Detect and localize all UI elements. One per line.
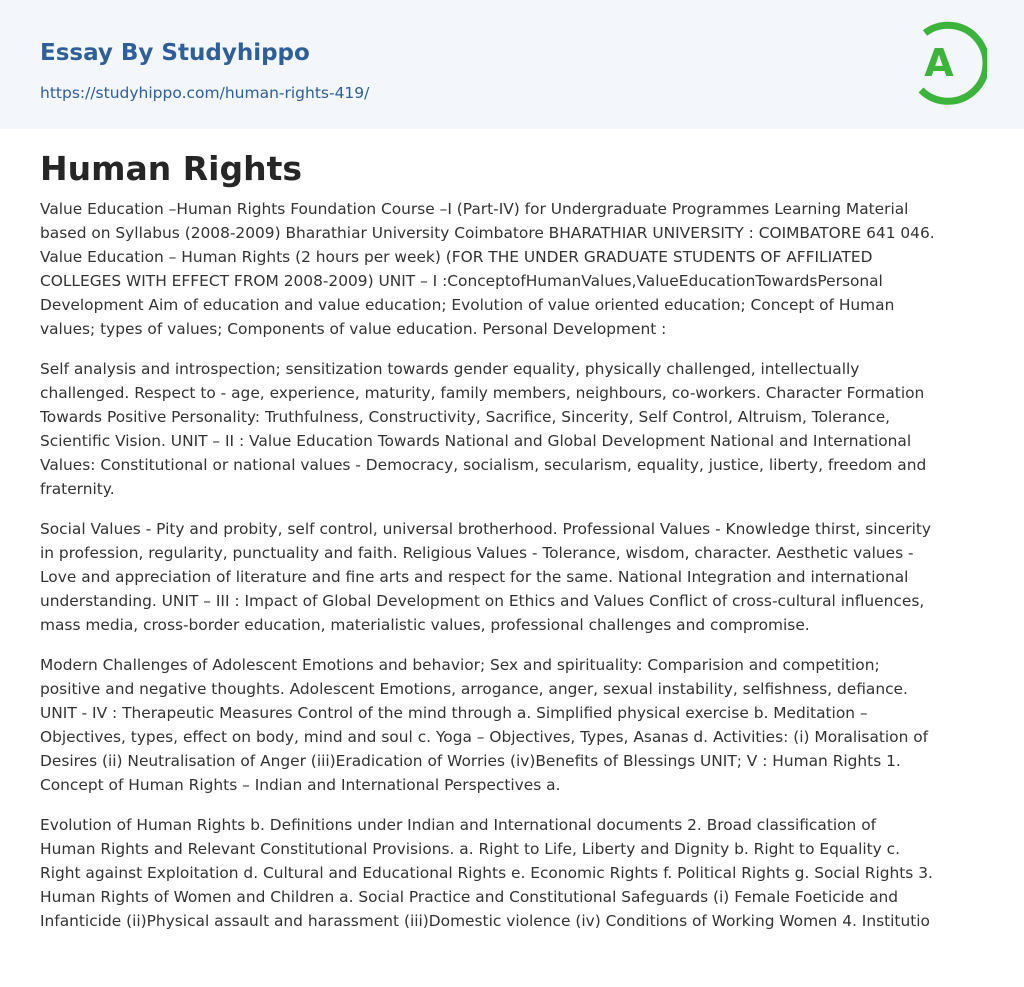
text-line: Self analysis and introspection; sensitization towards gender equality, physically challenged, intellectually	[40, 360, 860, 378]
text-line: Modern Challenges of Adolescent Emotions and behavior; Sex and spirituality: Comparision and competition;	[40, 656, 880, 674]
text-line: values; types of values; Components of value education. Personal Development :	[40, 320, 667, 338]
text-line: UNIT - IV : Therapeutic Measures Control of the mind through a. Simplified physical exercise b. Meditation –	[40, 704, 868, 722]
brand-title[interactable]: Essay By Studyhippo	[40, 40, 310, 66]
studyhippo-logo-icon[interactable]	[911, 19, 987, 105]
paragraph-3	[40, 517, 984, 637]
text-line: based on Syllabus (2008-2009) Bharathiar University Coimbatore BHARATHIAR UNIVERSITY : COIMBATORE 641 046.	[40, 224, 935, 242]
text-line: Infanticide (ii)Physical assault and harassment (iii)Domestic violence (iv) Conditions of Working Women 4. Institutio	[40, 912, 930, 930]
paragraph-2	[40, 357, 984, 501]
text-line: Social Values - Pity and probity, self control, universal brotherhood. Professional Values - Knowledge thirst, sincerity	[40, 520, 931, 538]
text-line: Desires (ii) Neutralisation of Anger (iii)Eradication of Worries (iv)Benefits of Blessings UNIT; V : Human Rights 1.	[40, 752, 901, 770]
text-line: Value Education – Human Rights (2 hours per week) (FOR THE UNDER GRADUATE STUDENTS OF AFFILIATED	[40, 248, 873, 266]
text-line: Development Aim of education and value education; Evolution of value oriented education; Concept of Human	[40, 296, 895, 314]
text-line: Values: Constitutional or national values - Democracy, socialism, secularism, equality, justice, liberty, freedom and	[40, 456, 927, 474]
text-line: Value Education –Human Rights Foundation Course –I (Part-IV) for Undergraduate Programmes Learning Material	[40, 200, 909, 218]
text-line: Scientific Vision. UNIT – II : Value Education Towards National and Global Development National and International	[40, 432, 912, 450]
paragraph-4	[40, 653, 984, 797]
text-line: Human Rights of Women and Children a. Social Practice and Constitutional Safeguards (i) Female Foeticide and	[40, 888, 899, 906]
text-line: understanding. UNIT – III : Impact of Global Development on Ethics and Values Conflict of cross-cultural influences,	[40, 592, 925, 610]
text-line: Human Rights and Relevant Constitutional Provisions. a. Right to Life, Liberty and Dignity b. Right to Equality c.	[40, 840, 901, 858]
text-line: fraternity.	[40, 480, 115, 498]
site-header	[0, 0, 1024, 129]
text-line: challenged. Respect to - age, experience, maturity, family members, neighbours, co-workers. Character Formation	[40, 384, 925, 402]
logo-letter: A	[924, 41, 954, 85]
paragraph-1	[40, 197, 984, 341]
text-line: Towards Positive Personality: Truthfulness, Constructivity, Sacrifice, Sincerity, Self Control, Altruism, Tolerance,	[40, 408, 891, 426]
text-line: in profession, regularity, punctuality and faith. Religious Values - Tolerance, wisdom, character. Aesthetic values -	[40, 544, 914, 562]
text-line: Concept of Human Rights – Indian and International Perspectives a.	[40, 776, 561, 794]
text-line: Evolution of Human Rights b. Definitions under Indian and International documents 2. Broad classification of	[40, 816, 877, 834]
text-line: positive and negative thoughts. Adolescent Emotions, arrogance, anger, sexual instability, selfishness, defiance.	[40, 680, 908, 698]
text-line: Objectives, types, effect on body, mind and soul c. Yoga – Objectives, Types, Asanas d. Activities: (i) Moralisation of	[40, 728, 929, 746]
essay-url-link[interactable]: https://studyhippo.com/human-rights-419/	[40, 84, 370, 102]
page-title: Human Rights	[40, 149, 303, 188]
text-line: Right against Exploitation d. Cultural and Educational Rights e. Economic Rights f. Political Rights g. Social Rights 3.	[40, 864, 933, 882]
article	[0, 129, 1024, 933]
text-line: mass media, cross-border education, materialistic values, professional challenges and compromise.	[40, 616, 810, 634]
text-line: COLLEGES WITH EFFECT FROM 2008-2009) UNIT – I :ConceptofHumanValues,ValueEducationTowardsPersonal	[40, 272, 883, 290]
text-line: Love and appreciation of literature and fine arts and respect for the same. National Integration and international	[40, 568, 909, 586]
paragraph-5	[40, 813, 984, 933]
